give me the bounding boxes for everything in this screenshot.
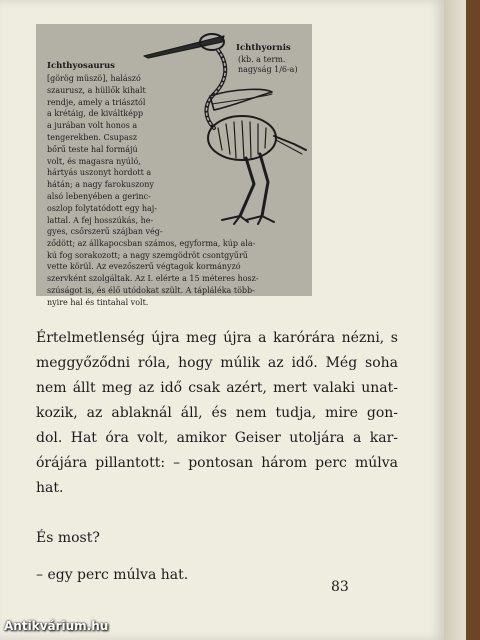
caption-line: hátán; a nagy farokuszony <box>47 180 154 190</box>
illustration-box <box>36 24 312 307</box>
right-caption-line: (kb. a term. <box>238 55 286 64</box>
caption-line: tengerekben. Csupasz <box>47 132 138 142</box>
paragraph-gap <box>36 501 398 526</box>
book-spine <box>466 0 480 640</box>
watermark-logo: Antikvárium.hu <box>4 619 109 633</box>
caption-line: szúságot is, és élő utódokat szült. A táplálékа több- <box>47 285 255 295</box>
paragraph-line: dol. Hat óra volt, amikor Geiser utoljára a kar- <box>36 430 398 446</box>
caption-line: oszlop folytatódott egy haj- <box>47 203 157 213</box>
caption-line: a krétáig, de kiváltképp <box>47 109 144 119</box>
caption-line: hártyás uszonyt hordott a <box>47 168 152 178</box>
caption-line: alsó lebenyében a gerinc- <box>47 191 151 201</box>
caption-line: szervként szolgáltak. Az I. elérte a 15 méteres hosz- <box>47 274 259 284</box>
page-number: 83 <box>331 579 349 595</box>
caption-line: nyire hal és tintahal volt. <box>47 297 149 307</box>
caption-line: ződött; az állkapocsban számos, egyforma, kúp ala- <box>47 238 256 248</box>
body-text <box>36 326 398 588</box>
figure-title-left: Ichthyosaurus <box>47 61 115 71</box>
caption-line: a jurában volt honos a <box>47 121 138 131</box>
paragraph-line: órájára pillantott: – pontosan három perc múlva <box>36 455 398 471</box>
figure-title-right: Ichthyornis <box>236 43 291 53</box>
paragraph-line: hat. <box>36 480 64 496</box>
caption-line: volt, és magasra nyúló, <box>47 156 141 166</box>
paragraph-line: kozik, az ablaknál áll, és nem tudja, mire gon- <box>36 405 398 421</box>
caption-line: lattal. A fej hosszúkás, he- <box>47 215 154 225</box>
question-line: És most? <box>36 530 100 546</box>
paragraph-line: Értelmetlenség újra meg újra a karórára nézni, s <box>36 330 398 346</box>
paragraph-line: meggyőződni róla, hogy múlik az idő. Még soha <box>36 355 398 371</box>
caption-line: gyes, csőrszerű szájban vég- <box>47 227 163 236</box>
figure-caption-narrow <box>47 73 157 226</box>
caption-line: kú fog sorakozott; a nagy szemgödröt csontgyűrű <box>47 250 248 260</box>
caption-line: [görög müszö], halászó <box>47 74 141 83</box>
paragraph-gap <box>36 551 398 563</box>
caption-line: szaurusz, a hüllők kihalt <box>47 85 146 95</box>
caption-line: vette körül. Az evezőszerű végtagok kormányzó <box>47 262 241 272</box>
right-caption-line: nagyság 1/6-a) <box>238 65 298 74</box>
answer-line: – egy perc múlva hat. <box>36 567 189 583</box>
caption-line: rendje, amely a triásztól <box>47 97 146 107</box>
figure-caption-wide <box>47 226 259 309</box>
next-page-edge <box>444 0 466 640</box>
paragraph-line: nem állt meg az idő csak azért, mert valaki unat- <box>36 380 398 396</box>
caption-line: bőrű teste hal formájú <box>47 144 138 154</box>
figure-right-caption <box>238 55 298 75</box>
